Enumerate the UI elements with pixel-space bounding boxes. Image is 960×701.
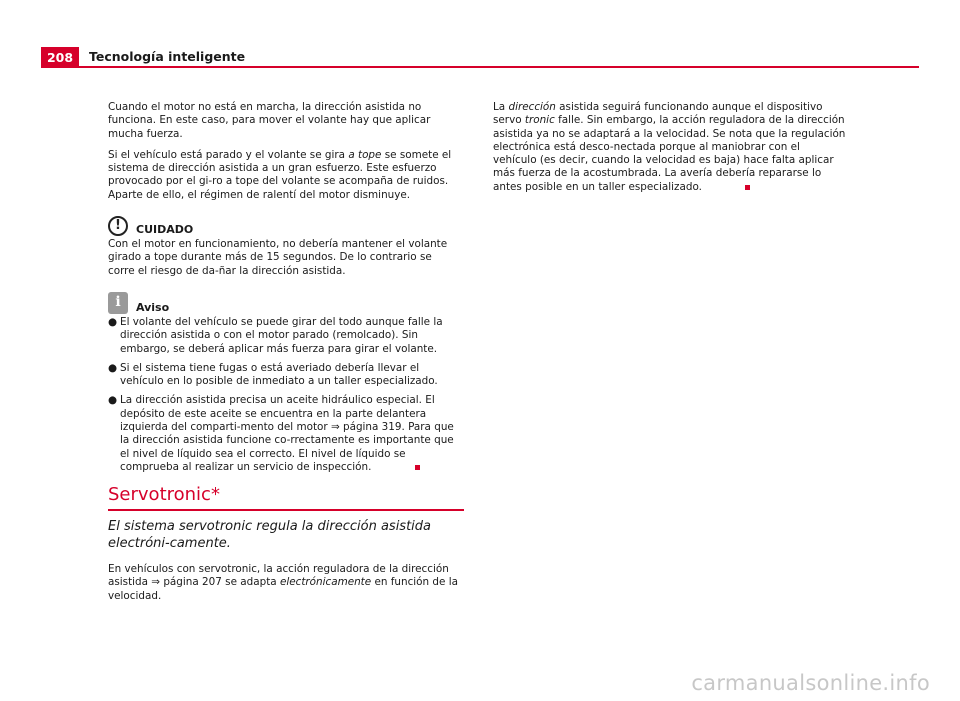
- info-icon: i: [108, 292, 128, 314]
- bullet-icon: ●: [108, 315, 118, 328]
- left-column: [108, 101, 461, 480]
- list-item: ● El volante del vehículo se puede girar del todo aunque falle la dirección asistida o con el motor parado (remolcado). Sin embargo, se deberá aplicar más fuerza para girar el volante.: [108, 315, 443, 355]
- caution-title: CUIDADO: [136, 223, 194, 237]
- warning-icon: !: [108, 216, 128, 236]
- list-item: ● Si el sistema tiene fugas o está averiado debería llevar el vehículo en lo posible de inmediato a un taller especializado.: [108, 361, 438, 388]
- section-lead: El sistema servotronic regula la dirección asistida electróni-camente.: [108, 519, 432, 551]
- paragraph-1: Cuando el motor no está en marcha, la dirección asistida no funciona. En este caso, para mover el volante hay que aplicar mucha fuerza.: [108, 101, 431, 140]
- right-column: [493, 101, 846, 202]
- section-end-mark: [745, 185, 750, 190]
- header-divider: [41, 66, 919, 68]
- section-end-mark: [415, 465, 420, 470]
- notice-header: [108, 292, 461, 314]
- bullet-icon: ●: [108, 394, 118, 407]
- section-body: En vehículos con servotronic, la acción reguladora de la dirección asistida ⇒ página 207 se adapta electrónicamente en función de la velocidad.: [108, 563, 458, 602]
- watermark: carmanualsonline.info: [691, 671, 930, 695]
- bullet-icon: ●: [108, 361, 118, 374]
- caution-text: Con el motor en funcionamiento, no debería mantener el volante girado a tope durante más de 15 segundos. De lo contrario se corre el riesgo de da-ñar la dirección asistida.: [108, 238, 448, 277]
- page-number: 208: [41, 47, 79, 67]
- notice-title: Aviso: [136, 300, 170, 314]
- section-title: Servotronic*: [108, 484, 220, 505]
- chapter-title: Tecnología inteligente: [89, 49, 246, 64]
- section-divider: [108, 509, 464, 511]
- paragraph-right: La dirección asistida seguirá funcionando aunque el dispositivo servo tronic falle. Sin embargo, la acción reguladora de la dirección asistida ya no se adaptará a la velocidad. Se nota que la regulación electrónica está desco-nectada porque al maniobrar con el vehículo (es decir, cuando la velocidad es baja) hace falta aplicar más fuerza de la acostumbrada. La avería debería repararse lo antes posible en un taller especializado.: [493, 101, 846, 193]
- paragraph-2: Si el vehículo está parado y el volante se gira a tope se somete el sistema de dirección asistida a un gran esfuerzo. Este esfuerzo provocado por el gi-ro a tope del volante se acompaña de ruidos. Aparte de ello, el régimen de ralentí del motor disminuye.: [108, 148, 452, 201]
- caution-header: [108, 216, 461, 236]
- list-item: ● La dirección asistida precisa un aceite hidráulico especial. El depósito de este aceite se encuentra en la parte delantera izquierda del comparti-mento del motor ⇒ página 319. Para que la dirección asistida funcione co-rrectamente es importante que el nivel de líquido sea el correcto. El nivel de líquido se comprueba al realizar un servicio de inspección.: [108, 394, 454, 473]
